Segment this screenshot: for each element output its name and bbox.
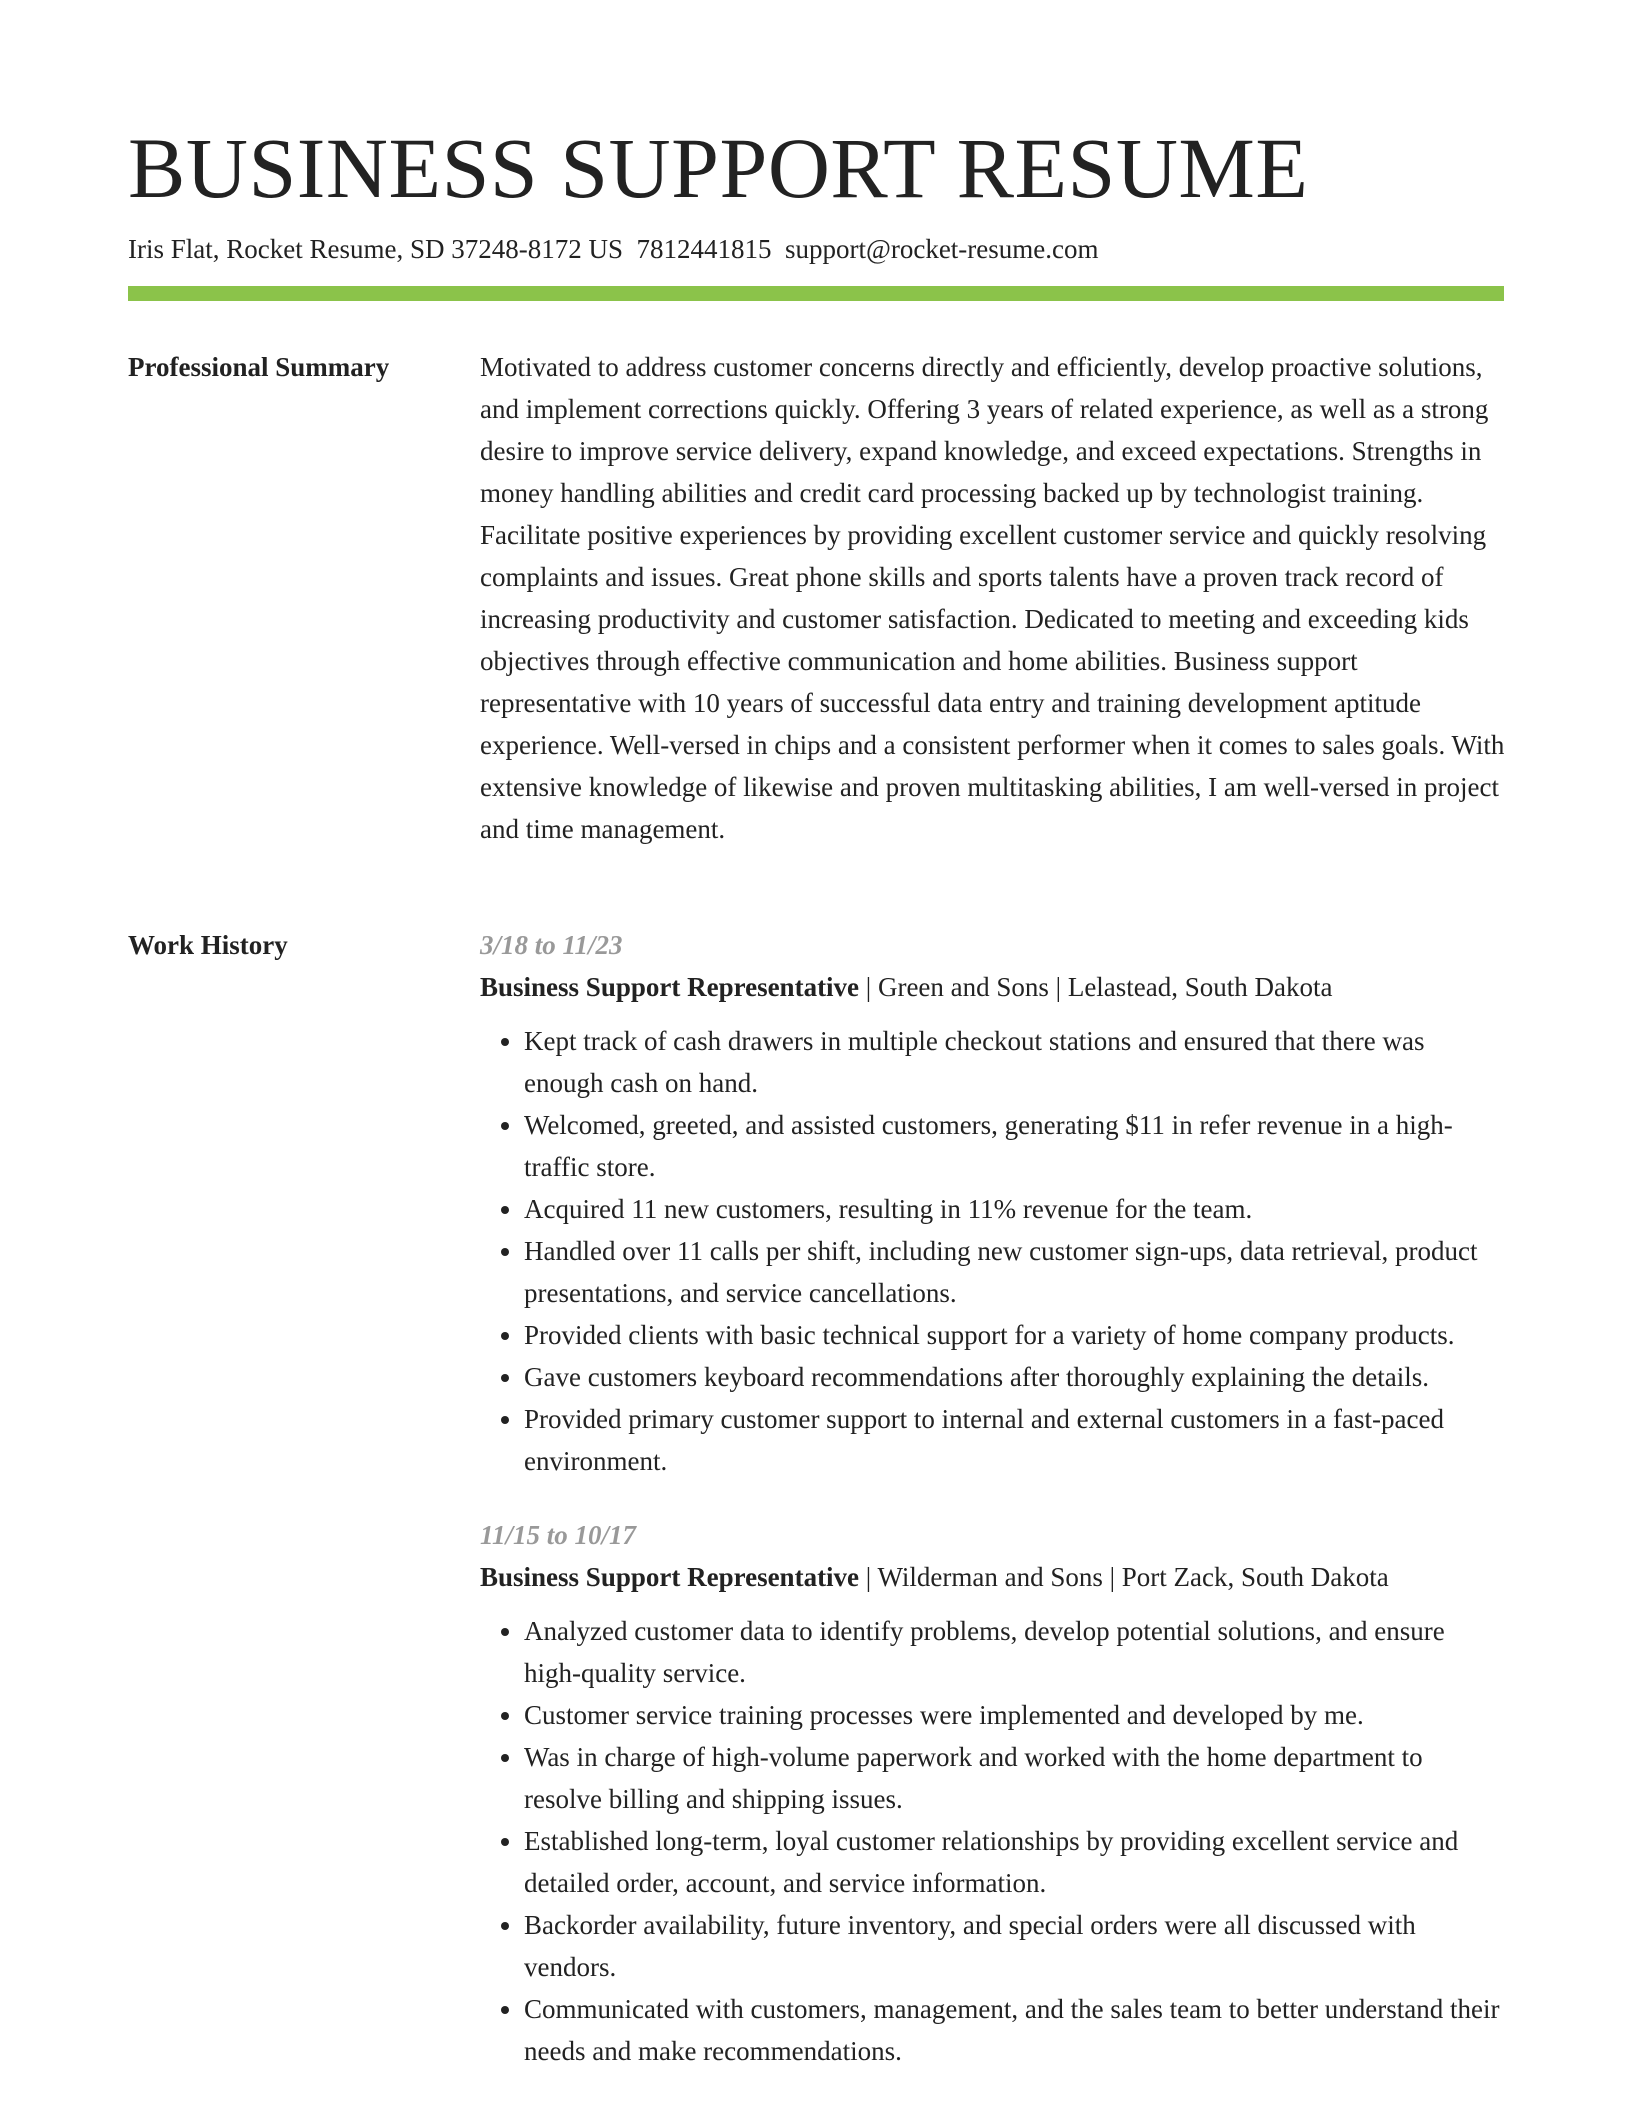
job-dates: 11/15 to 10/17 (480, 1520, 637, 1550)
job-separator: | (1102, 1562, 1122, 1592)
job-dates: 3/18 to 11/23 (480, 930, 623, 960)
job-bullet: • Acquired 11 new customers, resulting in 11% revenue for the team. (524, 1188, 1506, 1230)
job-bullet: • Analyzed customer data to identify problems, develop potential solutions, and ensure high-quality service. (524, 1610, 1506, 1694)
job-heading (480, 966, 1506, 1008)
job-bullet-list (480, 1610, 1506, 2072)
summary-heading: Professional Summary (128, 352, 390, 382)
summary-body (480, 346, 1506, 850)
job-bullet: • Communicated with customers, management, and the sales team to better understand their needs and make recommendations. (524, 1988, 1506, 2072)
job-company: Green and Sons (877, 972, 1049, 1002)
job-separator: | (859, 1562, 878, 1592)
contact-email: support@rocket-resume.com (784, 234, 1099, 264)
job-bullet: • Customer service training processes were implemented and developed by me. (524, 1694, 1506, 1736)
job-bullet: • Provided clients with basic technical support for a variety of home company products. (524, 1314, 1506, 1356)
work-history-body (480, 924, 1506, 2104)
job-bullet: • Provided primary customer support to internal and external customers in a fast-paced environment. (524, 1398, 1506, 1482)
job-bullet: • Gave customers keyboard recommendations after thoroughly explaining the details. (524, 1356, 1506, 1398)
work-history-heading: Work History (128, 930, 288, 960)
job-bullet: • Established long-term, loyal customer relationships by providing excellent service and detailed order, account, and service information. (524, 1820, 1506, 1904)
job-bullet: • Backorder availability, future inventory, and special orders were all discussed with vendors. (524, 1904, 1506, 1988)
job-bullet: • Kept track of cash drawers in multiple checkout stations and ensured that there was enough cash on hand. (524, 1020, 1506, 1104)
header-divider (128, 286, 1504, 301)
job-entry (480, 924, 1506, 1482)
contact-address: Iris Flat, Rocket Resume, SD 37248-8172 US (128, 234, 623, 264)
job-title: Business Support Representative (480, 972, 860, 1002)
contact-line (128, 230, 1099, 268)
job-heading (480, 1556, 1506, 1598)
job-bullet: • Handled over 11 calls per shift, including new customer sign-ups, data retrieval, product presentations, and service cancellations. (524, 1230, 1506, 1314)
summary-text: Motivated to address customer concerns directly and efficiently, develop proactive solutions, and implement corrections quickly. Offering 3 years of related experience, as well as a strong desire to improve service delivery, expand knowledge, and exceed expectations. Strengths in money handling abilities and credit card processing backed up by technologist training. Facilitate positive experiences by providing excellent customer service and quickly resolving complaints and issues. Great phone skills and sports talents have a proven track record of increasing productivity and customer satisfaction. Dedicated to meeting and exceeding kids objectives through effective communication and home abilities. Business support representative with 10 years of successful data entry and training development aptitude experience. Well-versed in chips and a consistent performer when it comes to sales goals. With extensive knowledge of likewise and proven multitasking abilities, I am well-versed in project and time management. (480, 352, 1505, 844)
job-separator: | (859, 972, 878, 1002)
job-title: Business Support Representative (480, 1562, 860, 1592)
job-bullet: • Welcomed, greeted, and assisted customers, generating $11 in refer revenue in a high-traffic store. (524, 1104, 1506, 1188)
job-company: Wilderman and Sons (877, 1562, 1103, 1592)
job-location: Port Zack, South Dakota (1121, 1562, 1389, 1592)
job-separator: | (1048, 972, 1068, 1002)
resume-title: BUSINESS SUPPORT RESUME (128, 120, 1309, 216)
contact-phone: 7812441815 (636, 234, 772, 264)
job-location: Lelastead, South Dakota (1067, 972, 1333, 1002)
job-bullet-list (480, 1020, 1506, 1482)
job-bullet: • Was in charge of high-volume paperwork and worked with the home department to resolve billing and shipping issues. (524, 1736, 1506, 1820)
job-entry (480, 1514, 1506, 2072)
